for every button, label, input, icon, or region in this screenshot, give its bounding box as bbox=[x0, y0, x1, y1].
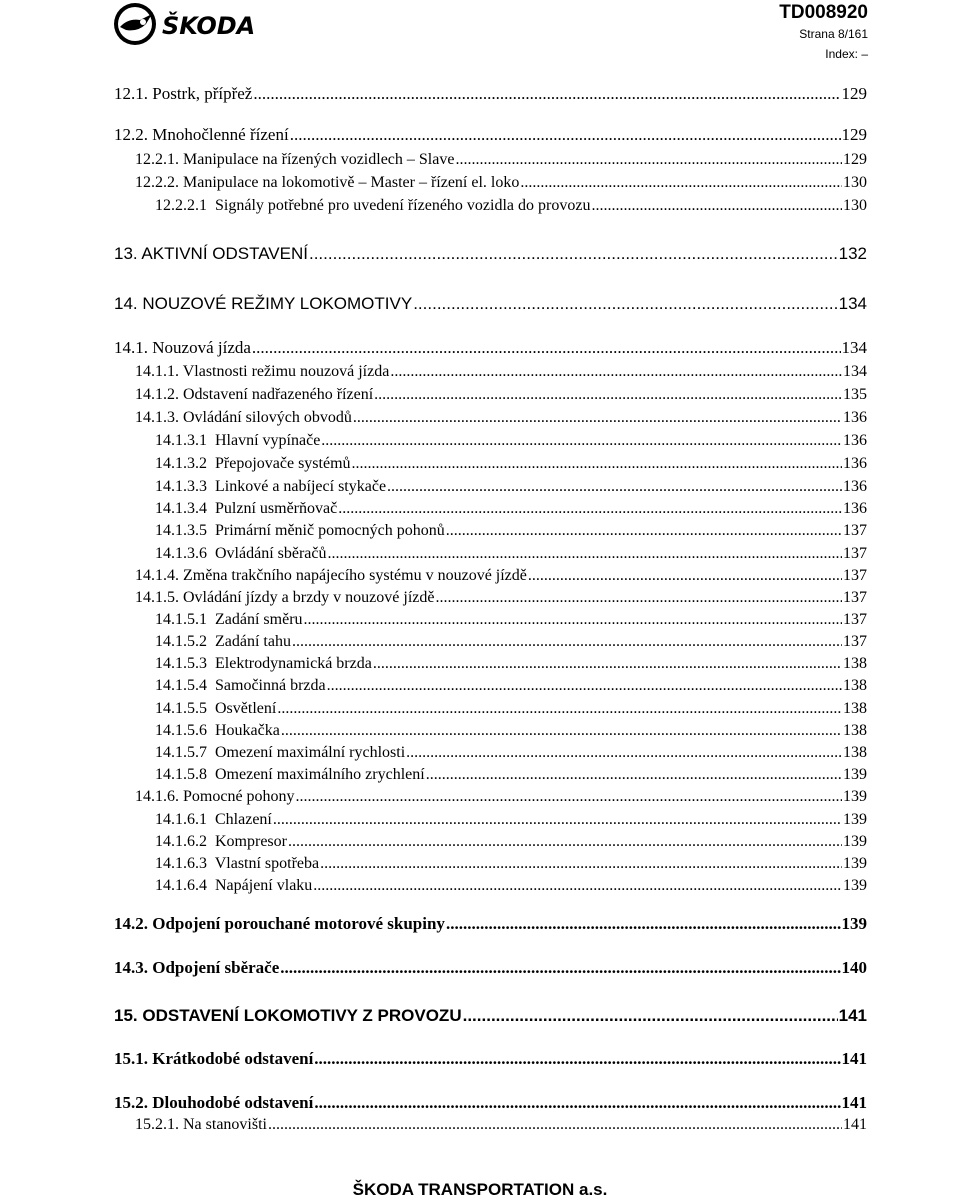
toc-entry[interactable]: 12.2.2.1 Signály potřebné pro uvedení řízeného vozidla do provozu ..... 130 bbox=[155, 191, 867, 215]
footer-company: ŠKODA TRANSPORTATION a.s. bbox=[352, 1180, 608, 1199]
toc-entry[interactable]: 14.1.6.2 Kompresor ..... 139 bbox=[155, 827, 867, 851]
toc-entry[interactable]: 14.1.1. Vlastnosti režimu nouzová jízda ..... 134 bbox=[135, 357, 867, 381]
toc-entry[interactable]: 14.1.3.4 Pulzní usměrňovač ..... 136 bbox=[155, 494, 867, 518]
toc-entry[interactable]: 14.1.5.3 Elektrodynamická brzda ..... 138 bbox=[155, 649, 867, 673]
toc-entry[interactable]: 14.1.5.8 Omezení maximálního zrychlení ..... 139 bbox=[155, 760, 867, 784]
toc-entry[interactable]: 14.1.5.5 Osvětlení ..... 138 bbox=[155, 694, 867, 718]
toc-entry[interactable]: 14.1.6.3 Vlastní spotřeba ..... 139 bbox=[155, 849, 867, 873]
toc-entry[interactable]: 14.1. Nouzová jízda ..... 134 bbox=[114, 334, 867, 358]
brand-wordmark: ŠKODA bbox=[162, 12, 256, 40]
toc-entry[interactable]: 14.1.2. Odstavení nadřazeného řízení ..... 135 bbox=[135, 380, 867, 404]
toc-entry[interactable]: 13. AKTIVNÍ ODSTAVENÍ ..... 132 bbox=[114, 240, 867, 264]
toc-entry[interactable]: 14.1.6.1 Chlazení ..... 139 bbox=[155, 805, 867, 829]
toc-entry[interactable]: 14. NOUZOVÉ REŽIMY LOKOMOTIVY ..... 134 bbox=[114, 290, 867, 314]
toc-entry[interactable]: 15. ODSTAVENÍ LOKOMOTIVY Z PROVOZU ..... 141 bbox=[114, 1002, 867, 1026]
toc-entry[interactable]: 14.1.3.3 Linkové a nabíjecí stykače ..... 136 bbox=[155, 472, 867, 496]
toc-entry[interactable]: 12.2. Mnohočlenné řízení ..... 129 bbox=[114, 121, 867, 145]
toc-entry[interactable]: 14.1.3.5 Primární měnič pomocných pohonů ..... 137 bbox=[155, 516, 867, 540]
toc-entry[interactable]: 14.1.4. Změna trakčního napájecího systému v nouzové jízdě ..... 137 bbox=[135, 561, 867, 585]
toc-entry[interactable]: 15.1. Krátkodobé odstavení ..... 141 bbox=[114, 1045, 867, 1069]
toc-entry[interactable]: 12.1. Postrk, přípřež ..... 129 bbox=[114, 80, 867, 104]
toc-entry[interactable]: 14.1.5.1 Zadání směru ..... 137 bbox=[155, 605, 867, 629]
toc-entry[interactable]: 14.1.3. Ovládání silových obvodů ..... 136 bbox=[135, 403, 867, 427]
toc-entry[interactable]: 14.1.3.1 Hlavní vypínače ..... 136 bbox=[155, 426, 867, 450]
toc-entry[interactable]: 14.2. Odpojení porouchané motorové skupiny ..... 139 bbox=[114, 910, 867, 934]
document-id: TD008920 bbox=[779, 2, 868, 23]
toc-entry[interactable]: 12.2.1. Manipulace na řízených vozidlech – Slave ..... 129 bbox=[135, 145, 867, 169]
toc-entry[interactable]: 14.1.6. Pomocné pohony ..... 139 bbox=[135, 782, 867, 806]
toc-entry[interactable]: 14.1.6.4 Napájení vlaku ..... 139 bbox=[155, 871, 867, 895]
toc-entry[interactable]: 14.1.5.4 Samočinná brzda ..... 138 bbox=[155, 671, 867, 695]
toc-entry[interactable]: 14.1.5.2 Zadání tahu ..... 137 bbox=[155, 627, 867, 651]
toc-entry[interactable]: 14.1.5.7 Omezení maximální rychlosti ..... 138 bbox=[155, 738, 867, 762]
toc-entry[interactable]: 14.1.3.2 Přepojovače systémů ..... 136 bbox=[155, 449, 867, 473]
page-number: Strana 8/161 bbox=[799, 27, 868, 41]
toc-entry[interactable]: 14.1.5. Ovládání jízdy a brzdy v nouzové jízdě ..... 137 bbox=[135, 583, 867, 607]
revision-index: Index: – bbox=[825, 47, 868, 61]
toc-entry[interactable]: 15.2. Dlouhodobé odstavení ..... 141 bbox=[114, 1089, 867, 1113]
toc-entry[interactable]: 14.1.5.6 Houkačka ..... 138 bbox=[155, 716, 867, 740]
toc-entry[interactable]: 15.2.1. Na stanovišti ..... 141 bbox=[135, 1110, 867, 1134]
toc-entry[interactable]: 14.3. Odpojení sběrače ..... 140 bbox=[114, 954, 867, 978]
toc-entry[interactable]: 14.1.3.6 Ovládání sběračů ..... 137 bbox=[155, 539, 867, 563]
toc-entry[interactable]: 12.2.2. Manipulace na lokomotivě – Master – řízení el. loko ..... 130 bbox=[135, 168, 867, 192]
